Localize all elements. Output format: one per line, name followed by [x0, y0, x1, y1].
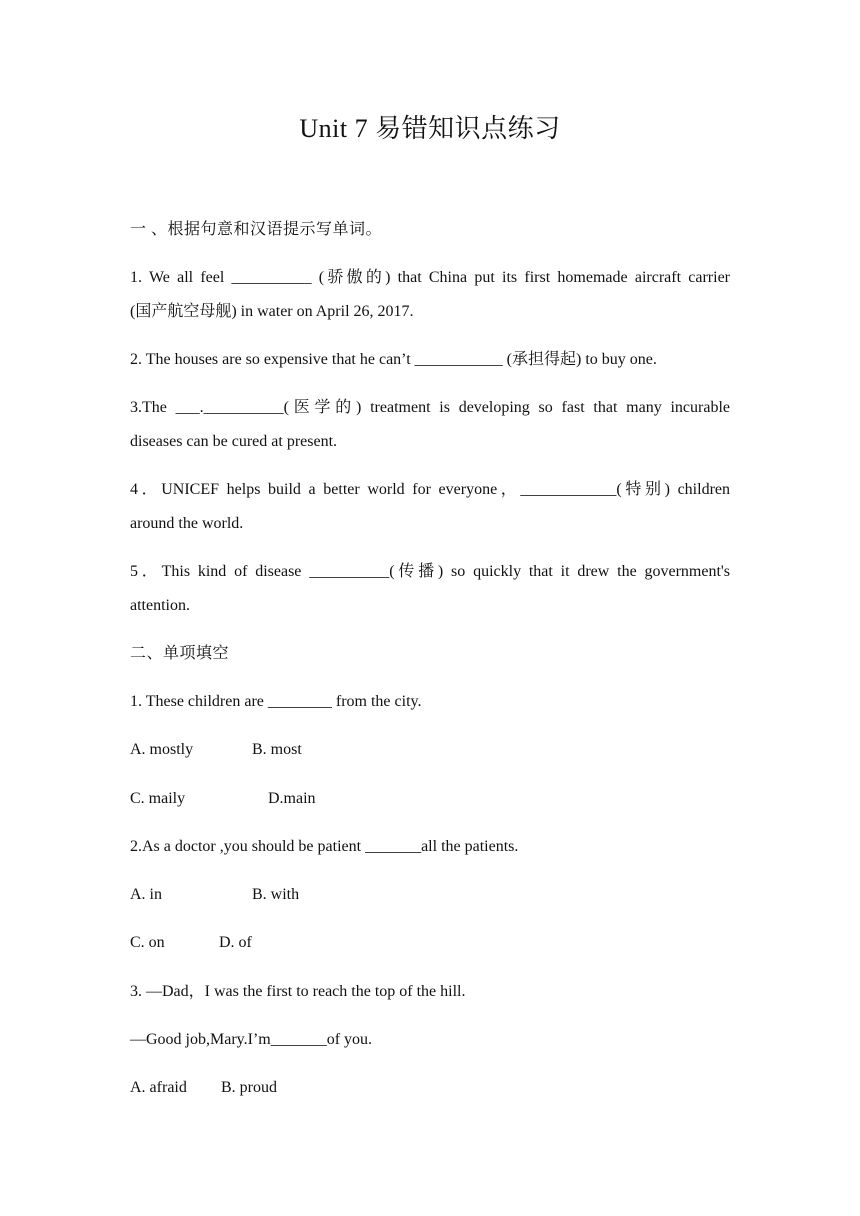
question-1-line-1: 1. We all feel __________ (骄傲的) that China put its first homemade aircraft carrier — [130, 269, 730, 286]
section-2-heading: 二、单项填空 — [130, 645, 230, 662]
question-4-line-2: around the world. — [130, 515, 244, 532]
mcq-2-option-b: B. with — [252, 886, 300, 903]
mcq-1-option-c: C. maily — [130, 790, 186, 807]
question-2-line-1: 2. The houses are so expensive that he can’t ___________ (承担得起) to buy one. — [130, 351, 657, 368]
mcq-2-option-c: C. on — [130, 934, 165, 951]
question-4-line-1: 4．UNICEF helps build a better world for everyone，____________(特别) children — [130, 481, 730, 498]
document-title: Unit 7 易错知识点练习 — [299, 114, 561, 143]
mcq-1-stem: 1. These children are ________ from the city. — [130, 693, 422, 710]
mcq-2-option-a: A. in — [130, 886, 162, 903]
mcq-1-option-d: D.main — [268, 790, 316, 807]
question-3-line-1: 3.The ___.__________(医学的) treatment is developing so fast that many incurable — [130, 399, 730, 416]
question-5-line-2: attention. — [130, 597, 190, 614]
question-3-line-2: diseases can be cured at present. — [130, 433, 338, 450]
question-5-line-1: 5．This kind of disease __________(传播) so quickly that it drew the government's — [130, 563, 730, 580]
mcq-3-option-a: A. afraid — [130, 1079, 187, 1096]
question-1-line-2: (国产航空母舰) in water on April 26, 2017. — [130, 303, 414, 320]
mcq-3-stem: 3. —Dad，I was the first to reach the top of the hill. — [130, 983, 466, 1000]
mcq-1-option-b: B. most — [252, 741, 302, 758]
mcq-1-option-a: A. mostly — [130, 741, 194, 758]
mcq-2-option-d: D. of — [219, 934, 252, 951]
section-1-heading: 一 、根据句意和汉语提示写单词。 — [130, 221, 383, 238]
mcq-3-option-b: B. proud — [221, 1079, 277, 1096]
mcq-3-stem-2: —Good job,Mary.I’m_______of you. — [130, 1031, 373, 1048]
mcq-2-stem: 2.As a doctor ,you should be patient _______all the patients. — [130, 838, 519, 855]
